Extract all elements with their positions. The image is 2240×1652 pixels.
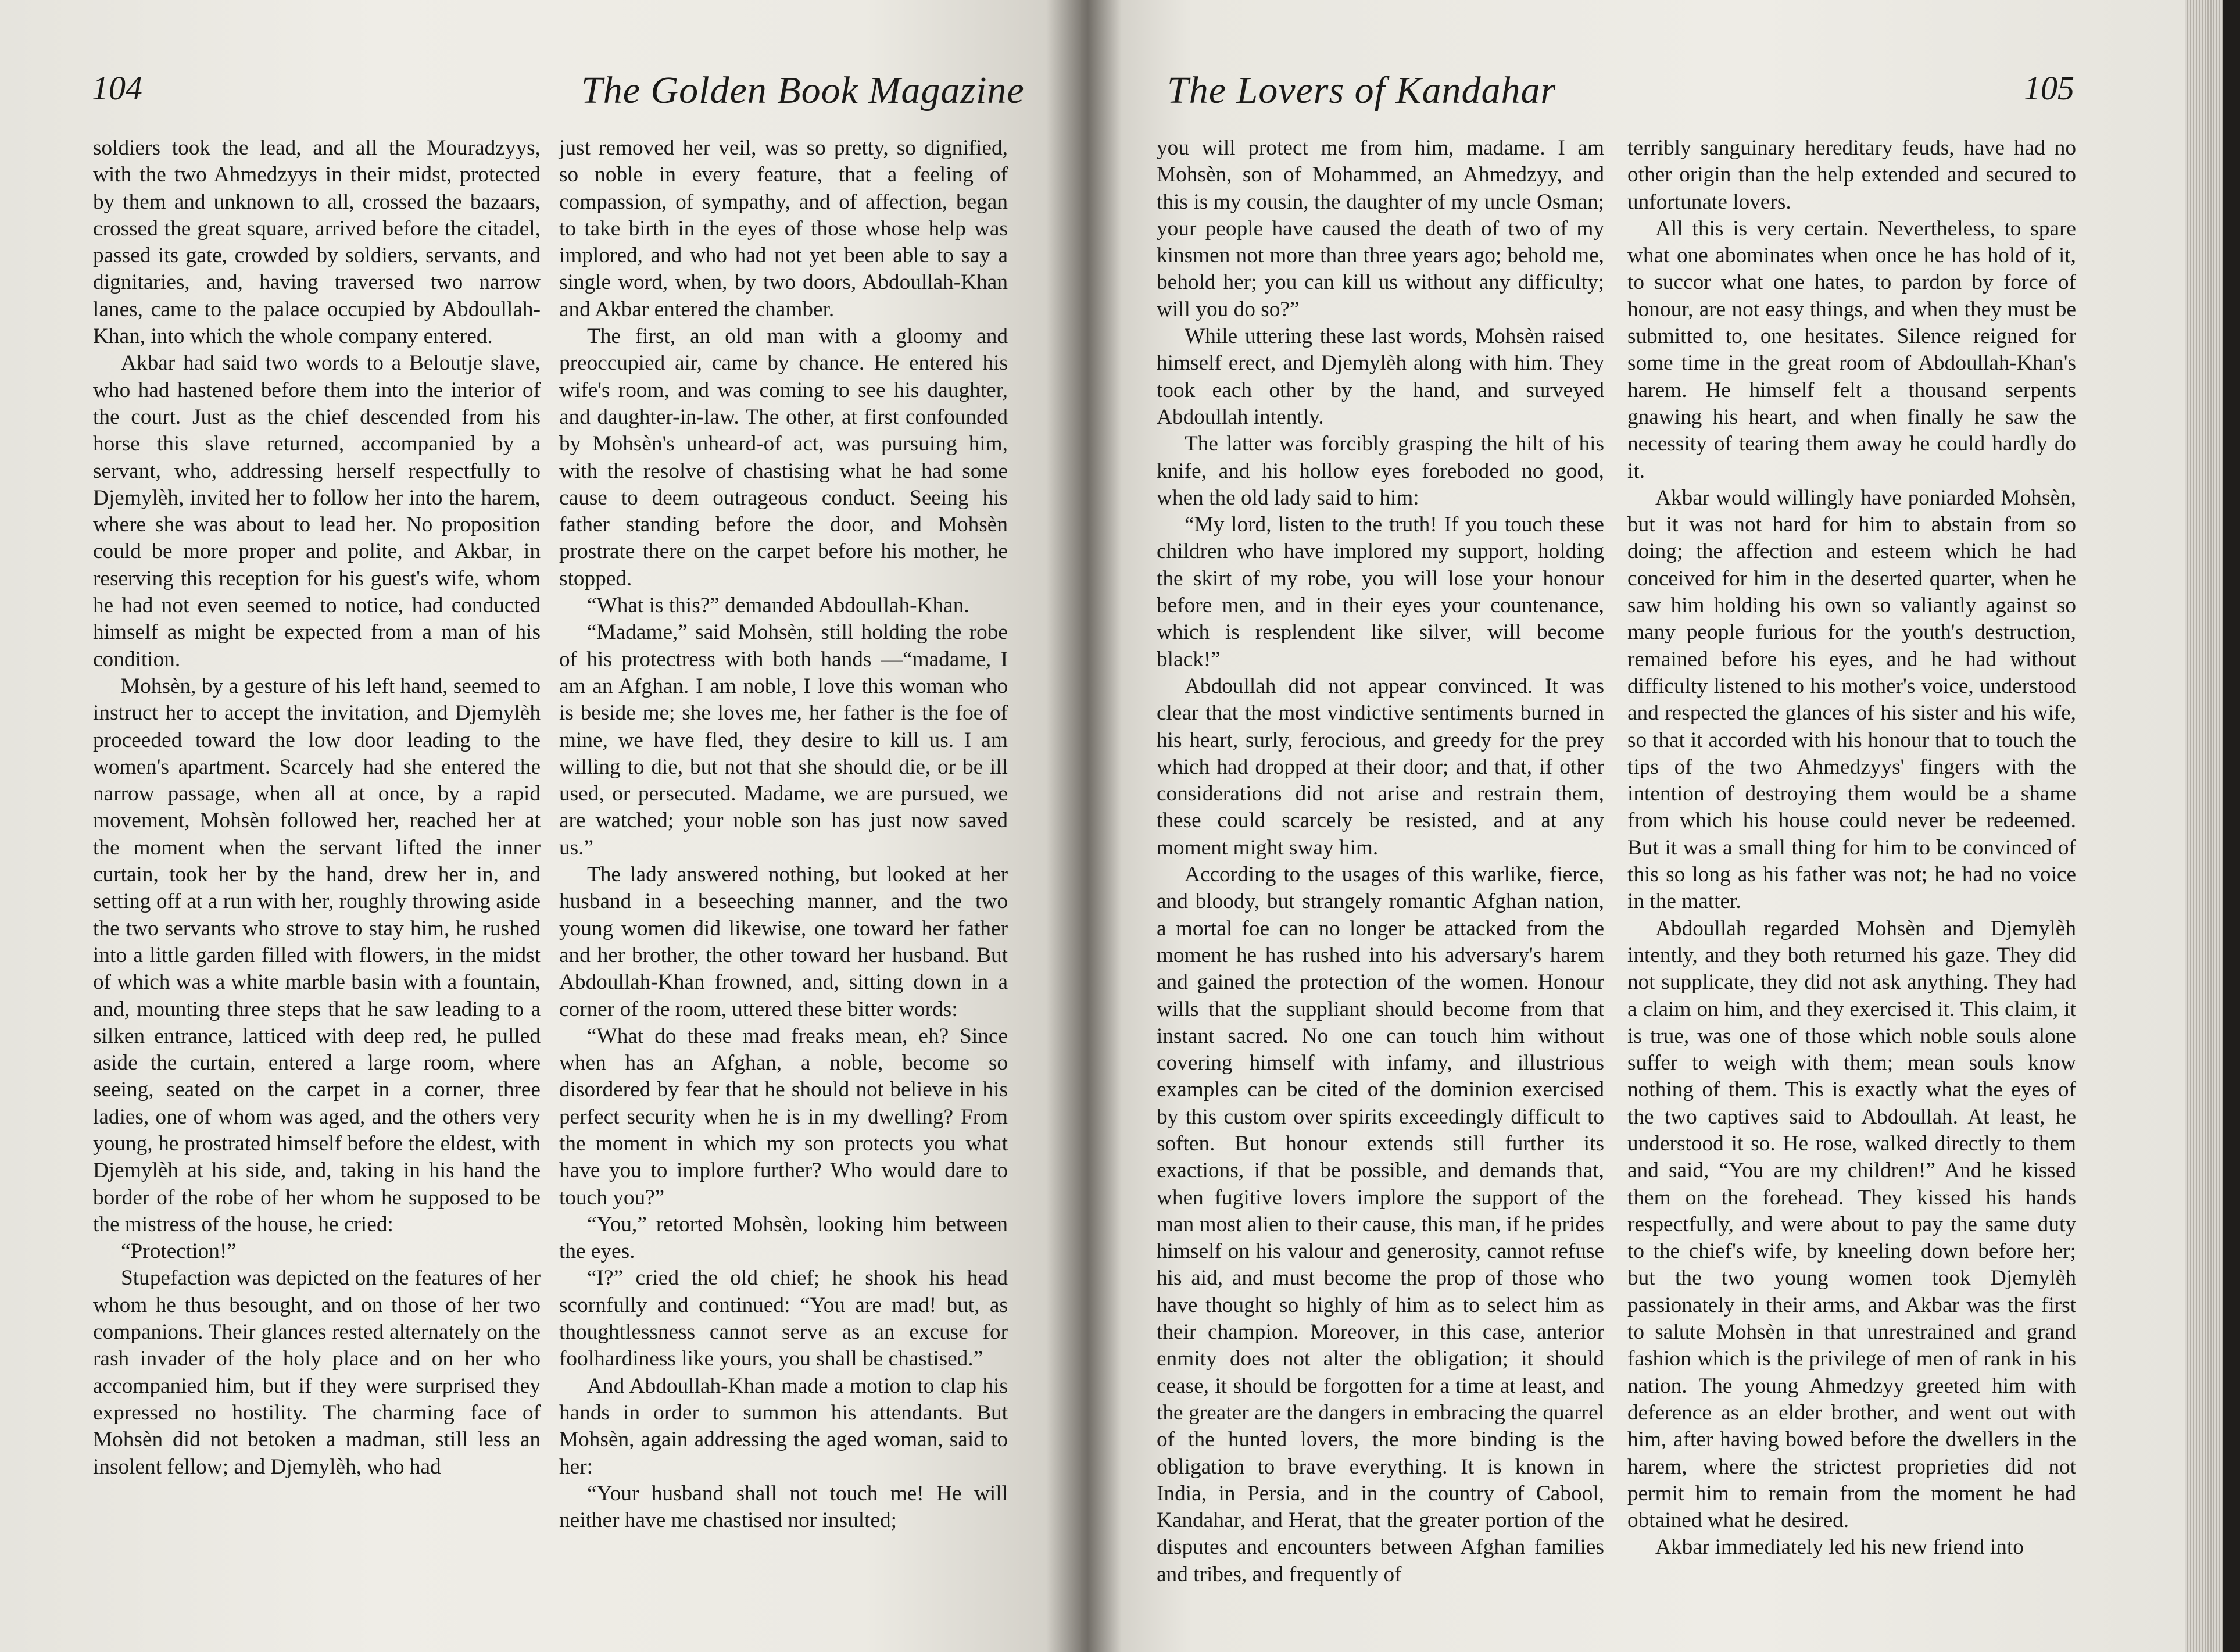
paragraph: terribly sanguinary hereditary feuds, have had no other origin than the help extended and secured to unfortunate lovers. <box>1627 136 2076 214</box>
book-gutter <box>1046 0 1122 1652</box>
right-page <box>1081 0 2185 1652</box>
paragraph: “Madame,” said Mohsèn, still holding the robe of his protectress with both hands —“madame, I am an Afghan. I am noble, I love this woman who is beside me; she loves me, her father is the foe of mine, we have fled, they desire to kill us. I am willing to die, but not that she should die, or be ill used, or persecuted. Madame, we are pursued, we are watched; your noble son has just now saved us.” <box>559 620 1008 860</box>
left-page-column-2 <box>559 135 1008 1534</box>
right-page-column-1 <box>1157 135 1604 1588</box>
paragraph: Mohsèn, by a gesture of his left hand, seemed to instruct her to accept the invitation, and Djemylèh proceeded toward the low door leading to the women's apartment. Scarcely had she entered the narrow passage, when all at once, by a rapid movement, Mohsèn followed her, reached her at the moment when the servant lifted the inner curtain, took her by the hand, drew her in, and setting off at a run with her, roughly throwing aside the two servants who strove to stay him, he rushed into a little garden filled with flowers, in the midst of which was a white marble basin with a fountain, and, mounting three steps that he saw leading to a silken entrance, latticed with deep red, he pulled aside the curtain, entered a large room, where seeing, seated on the carpet in a corner, three ladies, one of whom was aged, and the others very young, he prostrated himself before the eldest, with Djemylèh at his side, and, taking in his hand the border of the robe of her whom he supposed to be the mistress of the house, he cried: <box>93 674 541 1236</box>
paragraph: “What is this?” demanded Abdoullah-Khan. <box>587 593 969 618</box>
paragraph: According to the usages of this warlike, fierce, and bloody, but strangely romantic Afghan nation, a mortal foe can no longer be attacked from the moment he has rushed into his adversary's harem and gained the protection of the women. Honour wills that the suppliant should become from that instant sacred. No one can touch him without covering himself with infamy, and illustrious examples can be cited of the dominion exercised by this custom over spirits exceedingly difficult to soften. But honour extends still further its exactions, if that be possible, and demands that, when fugitive lovers implore the support of the man most alien to their cause, this man, if he prides himself on his valour and generosity, cannot refuse his aid, and must become the prop of those who have thought so highly of him as to select him as their champion. Moreover, in this case, anterior enmity does not alter the obligation; it should cease, it should be forgotten for a time at least, and the greater are the dangers in embracing the quarrel of the hunted lovers, the more binding is the obligation to brave everything. It is known in India, in Persia, and in the country of Cabool, Kandahar, and Herat, that the greater portion of the disputes and encounters between Afghan families and tribes, and frequently of <box>1157 863 1604 1586</box>
left-page <box>0 0 1081 1652</box>
paragraph: “You,” retorted Mohsèn, looking him between the eyes. <box>559 1212 1008 1264</box>
paragraph: Akbar would willingly have poniarded Mohsèn, but it was not hard for him to abstain from so doing; the affection and esteem which he had conceived for him in the deserted quarter, when he saw him holding his own so valiantly against so many people furious for the youth's destruction, remained before his eyes, and he had without difficulty listened to his mother's voice, understood and respected the glances of his sister and his wife, so that it accorded with his honour that to touch the tips of the two Ahmedzyys' fingers with the intention of destroying them would be a shame from which his house could never be redeemed. But it was a small thing for him to be convinced of this so long as his father was not; he had no voice in the matter. <box>1627 485 2076 914</box>
left-page-column-1 <box>93 135 541 1481</box>
running-title: The Lovers of Kandahar <box>1167 69 1556 112</box>
page-number: 105 <box>2024 69 2074 107</box>
paragraph: Akbar immediately led his new friend into <box>1655 1535 2024 1560</box>
paragraph: Stupefaction was depicted on the features of her whom he thus besought, and on those of her two companions. Their glances rested alternately on the rash invader of the holy place and on her who accompanied him, but if they were surprised they expressed no hostility. The charming face of Mohsèn did not betoken a madman, still less an insolent fellow; and Djemylèh, who had <box>93 1266 541 1479</box>
paragraph: “I?” cried the old chief; he shook his head scornfully and continued: “You are mad! but, as thoughtlessness cannot serve as an excuse for foolhardiness like yours, you shall be chastised.” <box>559 1266 1008 1371</box>
paragraph: you will protect me from him, madame. I am Mohsèn, son of Mohammed, an Ahmedzyy, and this is my cousin, the daughter of my uncle Osman; your people have caused the death of two of my kinsmen not more than three years ago; behold me, behold her; you can kill us without any difficulty; will you do so?” <box>1157 136 1604 321</box>
page-number: 104 <box>92 69 142 107</box>
paragraph: The first, an old man with a gloomy and preoccupied air, came by chance. He entered his wife's room, and was coming to see his daughter, and daughter-in-law. The other, at first confounded by Mohsèn's unheard-of act, was pursuing him, with the resolve of chastising what he had some cause to deem outrageous conduct. Seeing his father standing before the door, and Mohsèn prostrate there on the carpet before his mother, he stopped. <box>559 324 1008 591</box>
paragraph: Akbar had said two words to a Beloutje slave, who had hastened before them into the interior of the court. Just as the chief descended from his horse this slave returned, accompanied by a servant, who, addressing herself respectfully to Djemylèh, invited her to follow her into the harem, where she was about to lead her. No proposition could be more proper and polite, and Akbar, in reserving this reception for his guest's wife, whom he had not even seemed to notice, had conducted himself as might be expected from a man of his condition. <box>93 351 541 671</box>
paragraph: And Abdoullah-Khan made a motion to clap his hands in order to summon his attendants. But Mohsèn, again addressing the aged woman, said to her: <box>559 1374 1008 1479</box>
paragraph: All this is very certain. Nevertheless, to spare what one abominates when once he has hold of it, to succor what one hates, to pardon by force of honour, are not easy things, and when they must be submitted to, one hesitates. Silence reigned for some time in the great room of Abdoullah-Khan's harem. He himself felt a thousand serpents gnawing his heart, and when finally he saw the necessity of tearing them away he could hardly do it. <box>1627 216 2076 483</box>
paragraph: just removed her veil, was so pretty, so dignified, so noble in every feature, that a feeling of compassion, of sympathy, and of affection, began to take birth in the eyes of those whose help was implored, and who had not yet been able to say a single word, when, by two doors, Abdoullah-Khan and Akbar entered the chamber. <box>559 136 1008 321</box>
paragraph: Abdoullah did not appear convinced. It was clear that the most vindictive sentiments burned in his heart, surly, ferocious, and greedy for the prey which had dropped at their door; and that, if other considerations did not arise and restrain them, these could scarcely be resisted, and at any moment might sway him. <box>1157 674 1604 860</box>
paragraph: “What do these mad freaks mean, eh? Since when has an Afghan, a noble, become so disordered by fear that he should not believe in his perfect security when he is in my dwelling? From the moment in which my son protects you what have you to implore further? Who would dare to touch you?” <box>559 1024 1008 1210</box>
paragraph: “My lord, listen to the truth! If you touch these children who have implored my support, holding the skirt of my robe, you will lose your honour before men, and in their eyes your countenance, which is resplendent like silver, will become black!” <box>1157 513 1604 671</box>
paragraph: Abdoullah regarded Mohsèn and Djemylèh intently, and they both returned his gaze. They did not supplicate, they did not ask anything. They had a claim on him, and they exercised it. This claim, it is true, was one of those which noble souls alone suffer to weigh with them; mean souls know nothing of them. This is exactly what the eyes of the two captives said to Abdoullah. At least, he understood it so. He rose, walked directly to them and said, “You are my children!” And he kissed them on the forehead. They kissed his hands respectfully, and were about to pay the same duty to the chief's wife, by kneeling down before her; but the two young women took Djemylèh passionately in their arms, and Akbar was the first to salute Mohsèn in that unrestrained and grand fashion which is the privilege of men of rank in his nation. The young Ahmedzyy greeted him with deference as an elder brother, and went out with him, after having bowed before the dwellers in the harem, where the strictest proprieties did not permit him to remain from the moment he had obtained what he desired. <box>1627 916 2076 1533</box>
book-cover-edge <box>2223 0 2240 1652</box>
paragraph: While uttering these last words, Mohsèn raised himself erect, and Djemylèh along with him. They took each other by the hand, and surveyed Abdoullah intently. <box>1157 324 1604 429</box>
paragraph: The latter was forcibly grasping the hilt of his knife, and his hollow eyes foreboded no good, when the old lady said to him: <box>1157 432 1604 510</box>
paragraph: “Your husband shall not touch me! He will neither have me chastised nor insulted; <box>559 1481 1008 1533</box>
paragraph: “Protection!” <box>121 1239 237 1264</box>
running-title: The Golden Book Magazine <box>581 69 1025 112</box>
paragraph: soldiers took the lead, and all the Mouradzyys, with the two Ahmedzyys in their midst, protected by them and unknown to all, crossed the bazaars, crossed the great square, arrived before the citadel, passed its gate, crowded by soldiers, servants, and dignitaries, and, having traversed two narrow lanes, came to the palace occupied by Abdoullah-Khan, into which the whole company entered. <box>93 136 541 349</box>
right-page-column-2 <box>1627 135 2076 1561</box>
paragraph: The lady answered nothing, but looked at her husband in a beseeching manner, and the two young women did likewise, one toward her father and her brother, the other toward her husband. But Abdoullah-Khan frowned, and, sitting down in a corner of the room, uttered these bitter words: <box>559 863 1008 1021</box>
